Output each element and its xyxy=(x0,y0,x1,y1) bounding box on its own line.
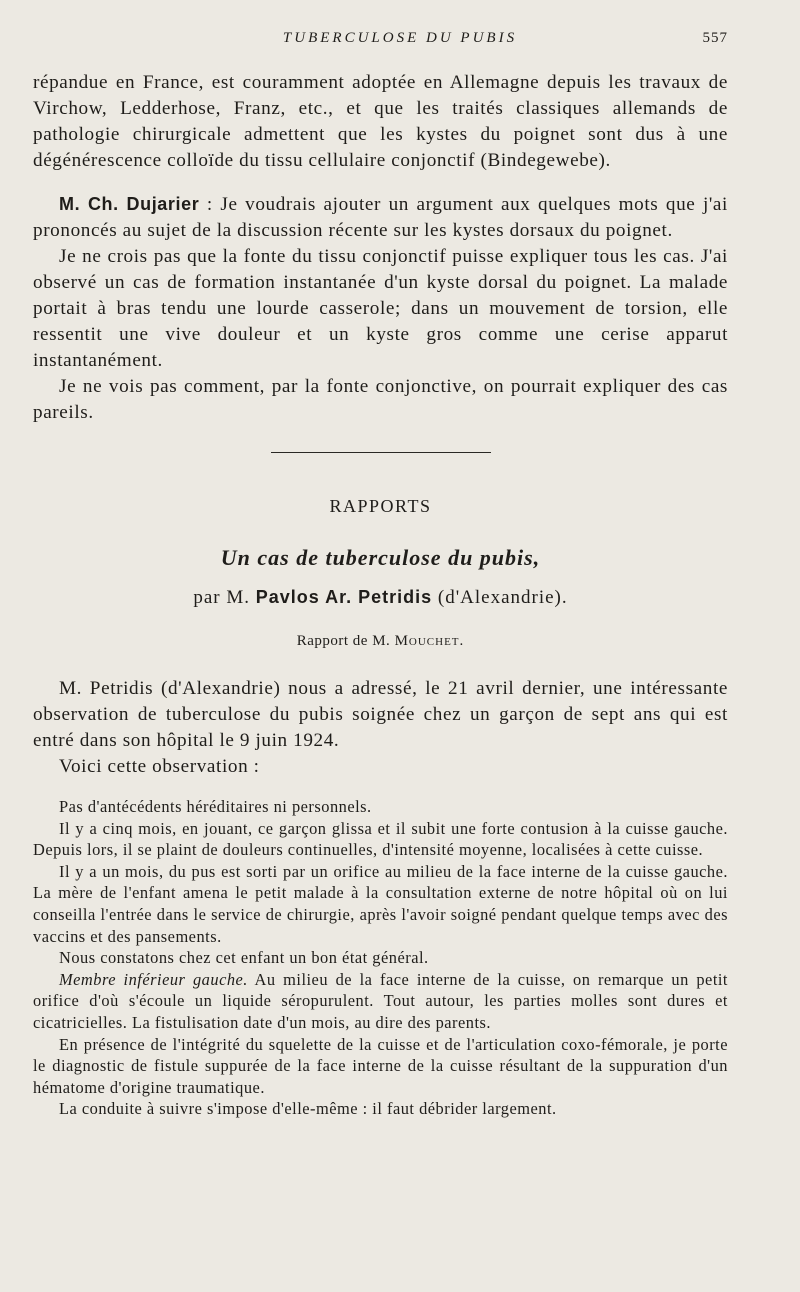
paragraph-report-intro: M. Petridis (d'Alexandrie) nous a adressé, le 21 avril dernier, une intéressante observation de tuberculose du pubis soignée chez un garçon de sept ans qui est entré dans son hôpital le 9 juin 1924. xyxy=(33,678,728,751)
paragraph-voici: Voici cette observation : xyxy=(59,756,260,777)
observation-paragraph xyxy=(33,969,728,1034)
running-header xyxy=(0,30,800,50)
observation-text: Au milieu de la face interne de la cuisse, on remarque un petit orifice d'où s'écoule un liquide séropurulent. Tout autour, les parties molles sont dures et cicatricielles. La fistulisation date d'un mois, au dire des parents. xyxy=(33,969,728,1032)
report-prefix: Rapport de M. xyxy=(296,633,395,649)
reporter-name: Mouchet. xyxy=(394,633,465,649)
speaker-name: M. Ch. Dujarier xyxy=(59,194,200,214)
observation-paragraph: Pas d'antécédents héréditaires ni personnels. xyxy=(59,797,372,816)
byline-prefix: par M. xyxy=(193,587,256,608)
observation-paragraph: Il y a un mois, du pus est sorti par un orifice au milieu de la face interne de la cuisse gauche. La mère de l'enfant amena le petit malade à la consultation externe de notre hôpital où on lui conseilla l'entrée dans le service de chirurgie, après l'avoir soigné pendant quelque temps avec des vaccins et des pansements. xyxy=(33,861,728,946)
observation-paragraph: Nous constatons chez cet enfant un bon état général. xyxy=(59,948,429,968)
paragraph-cas-pareils: Je ne vois pas comment, par la fonte conjonctive, on pourrait expliquer des cas pareils. xyxy=(33,376,728,423)
author-name: Pavlos Ar. Petridis xyxy=(255,587,433,607)
paragraph-dujarier xyxy=(33,191,728,244)
page-body xyxy=(33,70,728,1120)
article-byline xyxy=(33,587,728,609)
observation-paragraph: En présence de l'intégrité du squelette de la cuisse et de l'articulation coxo-fémorale, je porte le diagnostic de fistule suppurée de la face interne de la cuisse résultant de la suppuration d'un hématome d'origine traumatique. xyxy=(33,1034,728,1097)
paragraph-fonte: Je ne crois pas que la fonte du tissu conjonctif puisse expliquer tous les cas. J'ai observé un cas de formation instantanée d'un kyste dorsal du poignet. La malade portait à bras tendu une lourde casserole; dans un mouvement de torsion, elle ressentit une vive douleur et un kyste gros comme une cerise apparut instantanément. xyxy=(33,246,728,371)
section-divider xyxy=(271,452,491,453)
observation-subheading: Membre inférieur gauche. xyxy=(59,969,248,989)
article-title: Un cas de tuberculose du pubis, xyxy=(220,545,541,570)
paragraph-continuation: répandue en France, est couramment adoptée en Allemagne depuis les travaux de Virchow, Ledderhose, Franz, etc., et que les traités classiques allemands de pathologie chirurgicale admettent que les kystes du poignet sont dus à une dégénérescence colloïde du tissu cellulaire conjonctif (Bindegewebe). xyxy=(33,72,728,171)
byline-suffix: (d'Alexandrie). xyxy=(432,587,568,608)
page-number: 557 xyxy=(702,30,728,46)
observation-paragraph: Il y a cinq mois, en jouant, ce garçon glissa et il subit une forte contusion à la cuisse gauche. Depuis lors, il se plaint de douleurs continuelles, d'intensité moyenne, localisées à cette cuisse. xyxy=(33,818,728,860)
report-attribution xyxy=(33,633,728,650)
section-heading: RAPPORTS xyxy=(329,496,432,516)
observation-paragraph: La conduite à suivre s'impose d'elle-même : il faut débrider largement. xyxy=(59,1099,557,1119)
dujarier-text: : Je voudrais ajouter un argument aux quelques mots que j'ai prononcés au sujet de la discussion récente sur les kystes dorsaux du poignet. xyxy=(33,194,728,241)
running-title: TUBERCULOSE DU PUBIS xyxy=(282,30,518,46)
